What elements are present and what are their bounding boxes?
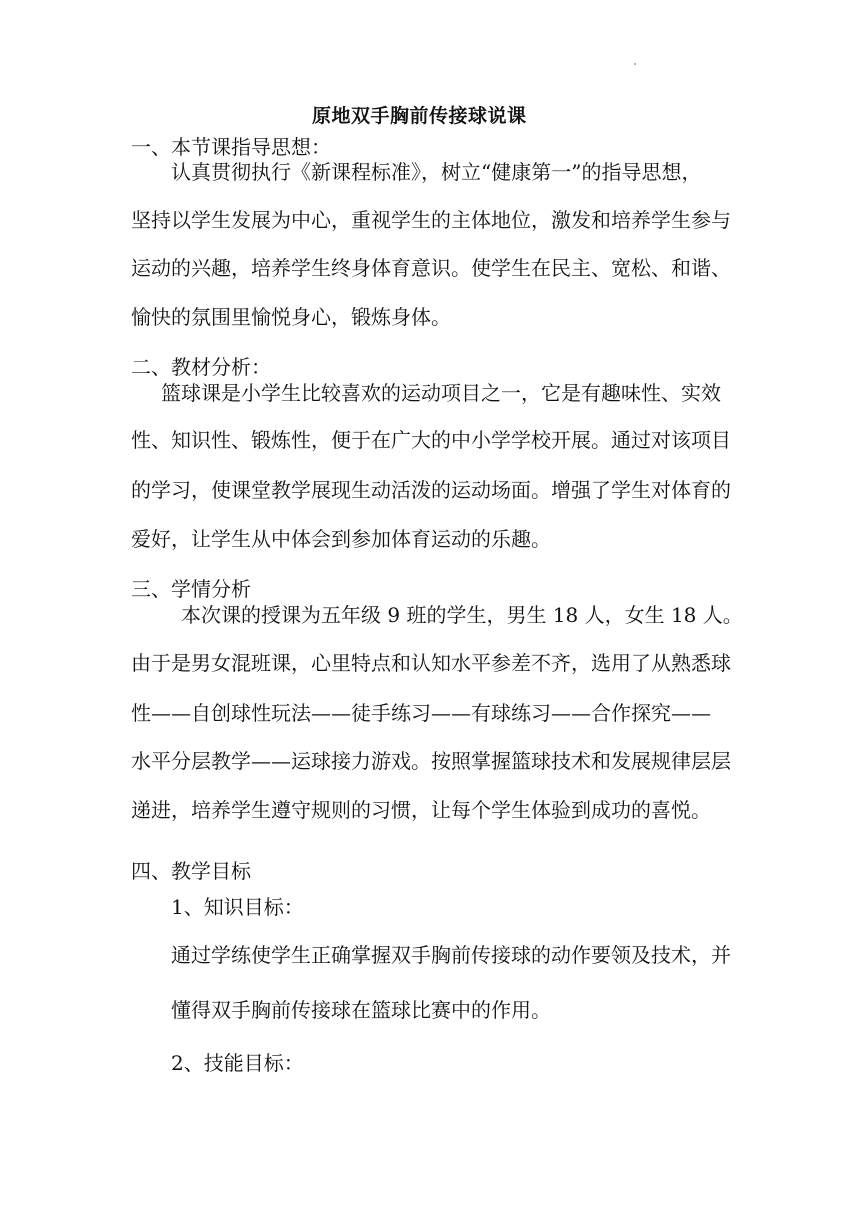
paragraph-line: 性、知识性、锻炼性，便于在广大的中小学学校开展。通过对该项目 bbox=[131, 428, 731, 452]
paragraph-line: 懂得双手胸前传接球在篮球比赛中的作用。 bbox=[171, 998, 551, 1022]
subsection-heading: 2、技能目标： bbox=[171, 1051, 304, 1075]
header-dot bbox=[634, 63, 636, 65]
paragraph-line: 性——自创球性玩法——徒手练习——有球练习——合作探究—— bbox=[131, 701, 711, 725]
paragraph-line: 递进，培养学生遵守规则的习惯，让每个学生体验到成功的喜悦。 bbox=[131, 798, 711, 822]
section-heading: 四、教学目标 bbox=[131, 859, 251, 883]
section-heading: 三、学情分析 bbox=[131, 577, 251, 601]
paragraph-line: 坚持以学生发展为中心，重视学生的主体地位，激发和培养学生参与 bbox=[131, 208, 731, 232]
section-heading: 二、教材分析： bbox=[131, 355, 271, 379]
paragraph-line: 由于是男女混班课，心里特点和认知水平参差不齐，选用了从熟悉球 bbox=[131, 651, 731, 675]
paragraph-line: 愉快的氛围里愉悦身心，锻炼身体。 bbox=[131, 305, 451, 329]
paragraph-line: 水平分层教学——运球接力游戏。按照掌握篮球技术和发展规律层层 bbox=[131, 749, 731, 773]
paragraph-line: 爱好，让学生从中体会到参加体育运动的乐趣。 bbox=[131, 527, 551, 551]
paragraph-line: 的学习，使课堂教学展现生动活泼的运动场面。增强了学生对体育的 bbox=[131, 478, 731, 502]
subsection-heading: 1、知识目标： bbox=[171, 895, 304, 919]
paragraph-line: 认真贯彻执行《新课程标准》，树立“健康第一”的指导思想， bbox=[171, 160, 702, 184]
paragraph-line: 通过学练使学生正确掌握双手胸前传接球的动作要领及技术，并 bbox=[171, 943, 731, 967]
section-heading: 一、本节课指导思想： bbox=[131, 135, 331, 159]
paragraph-line: 篮球课是小学生比较喜欢的运动项目之一，它是有趣味性、实效 bbox=[161, 381, 721, 405]
paragraph-line: 本次课的授课为五年级 9 班的学生，男生 18 人，女生 18 人。 bbox=[181, 603, 743, 627]
paragraph-line: 运动的兴趣，培养学生终身体育意识。使学生在民主、宽松、和谐、 bbox=[131, 256, 731, 280]
page-title: 原地双手胸前传接球说课 bbox=[312, 105, 527, 127]
